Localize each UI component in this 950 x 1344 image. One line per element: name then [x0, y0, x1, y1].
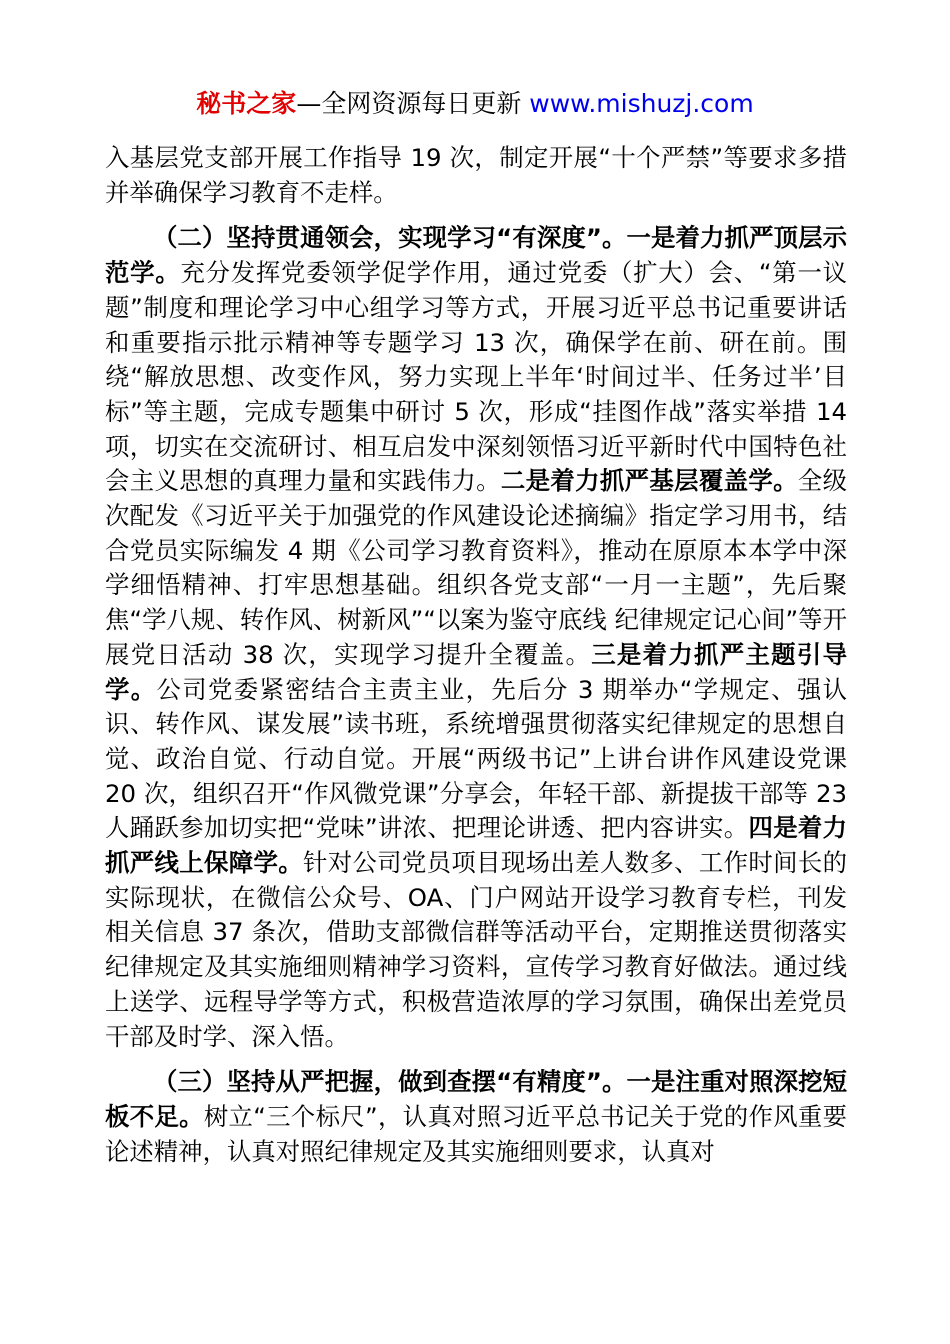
paragraph-1-run-1: 入基层党支部开展工作指导 19 次，制定开展“十个严禁”等要求多措并举确保学习教育不走样。 [105, 143, 847, 207]
header-tagline: —全网资源每日更新 [296, 89, 522, 118]
point-4-heading: 四是着力抓严线上保障学。 [105, 813, 847, 878]
paragraph-2-run-4: 全级次配发《习近平关于加强党的作风建设论述摘编》指定学习用书，结合党员实际编发 4 期《公司学习教育资料》，推动在原原本本学中深学细悟精神、打牢思想基础。组织各党支部“一月一主题”，先后聚焦“学八规、转作风、树新风”“以案为鉴守底线 纪律规定记心间”等开展党日活动 38 次，实现学习提升全覆盖。 [105, 466, 847, 669]
point-2-heading: 二是着力抓严基层覆盖学。 [500, 466, 798, 496]
paragraph-3 [105, 1065, 847, 1169]
paragraph-2 [105, 221, 847, 1054]
paragraph-2-run-6: 公司党委紧密结合主责主业，先后分 3 期举办“学规定、强认识、转作风、谋发展”读书班，系统增强贯彻落实纪律规定的思想自觉、政治自觉、行动自觉。开展“两级书记”上讲台讲作风建设党课 20 次，组织召开“作风微党课”分享会，年轻干部、新提拔干部等 23 人踊跃参加切实把“党味”讲浓、把理论讲透、把内容讲实。 [105, 674, 847, 843]
section-3-heading: （三）坚持从严把握，做到查摆“有精度”。一是注重对照深挖短板不足。 [105, 1067, 847, 1131]
paragraph-2-run-2: 充分发挥党委领学促学作用，通过党委（扩大）会、“第一议题”制度和理论学习中心组学习等方式，开展习近平总书记重要讲话和重要指示批示精神等专题学习 13 次，确保学在前、研在前。围绕“解放思想、改变作风，努力实现上半年‘时间过半、任务过半’目标”等主题，完成专题集中研讨 5 次，形成“挂图作战”落实举措 14 项，切实在交流研讨、相互启发中深刻领悟习近平新时代中国特色社会主义思想的真理力量和实践伟力。 [105, 258, 847, 496]
section-2-heading: （二）坚持贯通领会，实现学习“有深度”。一是着力抓严顶层示范学。 [105, 223, 847, 288]
page-header [0, 86, 950, 122]
header-url-link[interactable]: www.mishuzj.com [529, 89, 754, 118]
point-3-heading: 三是着力抓严主题引导学。 [105, 639, 847, 704]
body-text [105, 141, 847, 1180]
paragraph-1 [105, 141, 847, 210]
header-brand: 秘书之家 [196, 89, 297, 118]
paragraph-3-run-2: 树立“三个标尺”，认真对照习近平总书记关于党的作风重要论述精神，认真对照纪律规定及其实施细则要求，认真对 [105, 1101, 847, 1166]
paragraph-2-run-8: 针对公司党员项目现场出差人数多、工作时间长的实际现状，在微信公众号、OA、门户网站开设学习教育专栏，刊发相关信息 37 条次，借助支部微信群等活动平台，定期推送贯彻落实纪律规定及其实施细则精神学习资料，宣传学习教育好做法。通过线上送学、远程导学等方式，积极营造浓厚的学习氛围，确保出差党员干部及时学、深入悟。 [105, 848, 847, 1051]
